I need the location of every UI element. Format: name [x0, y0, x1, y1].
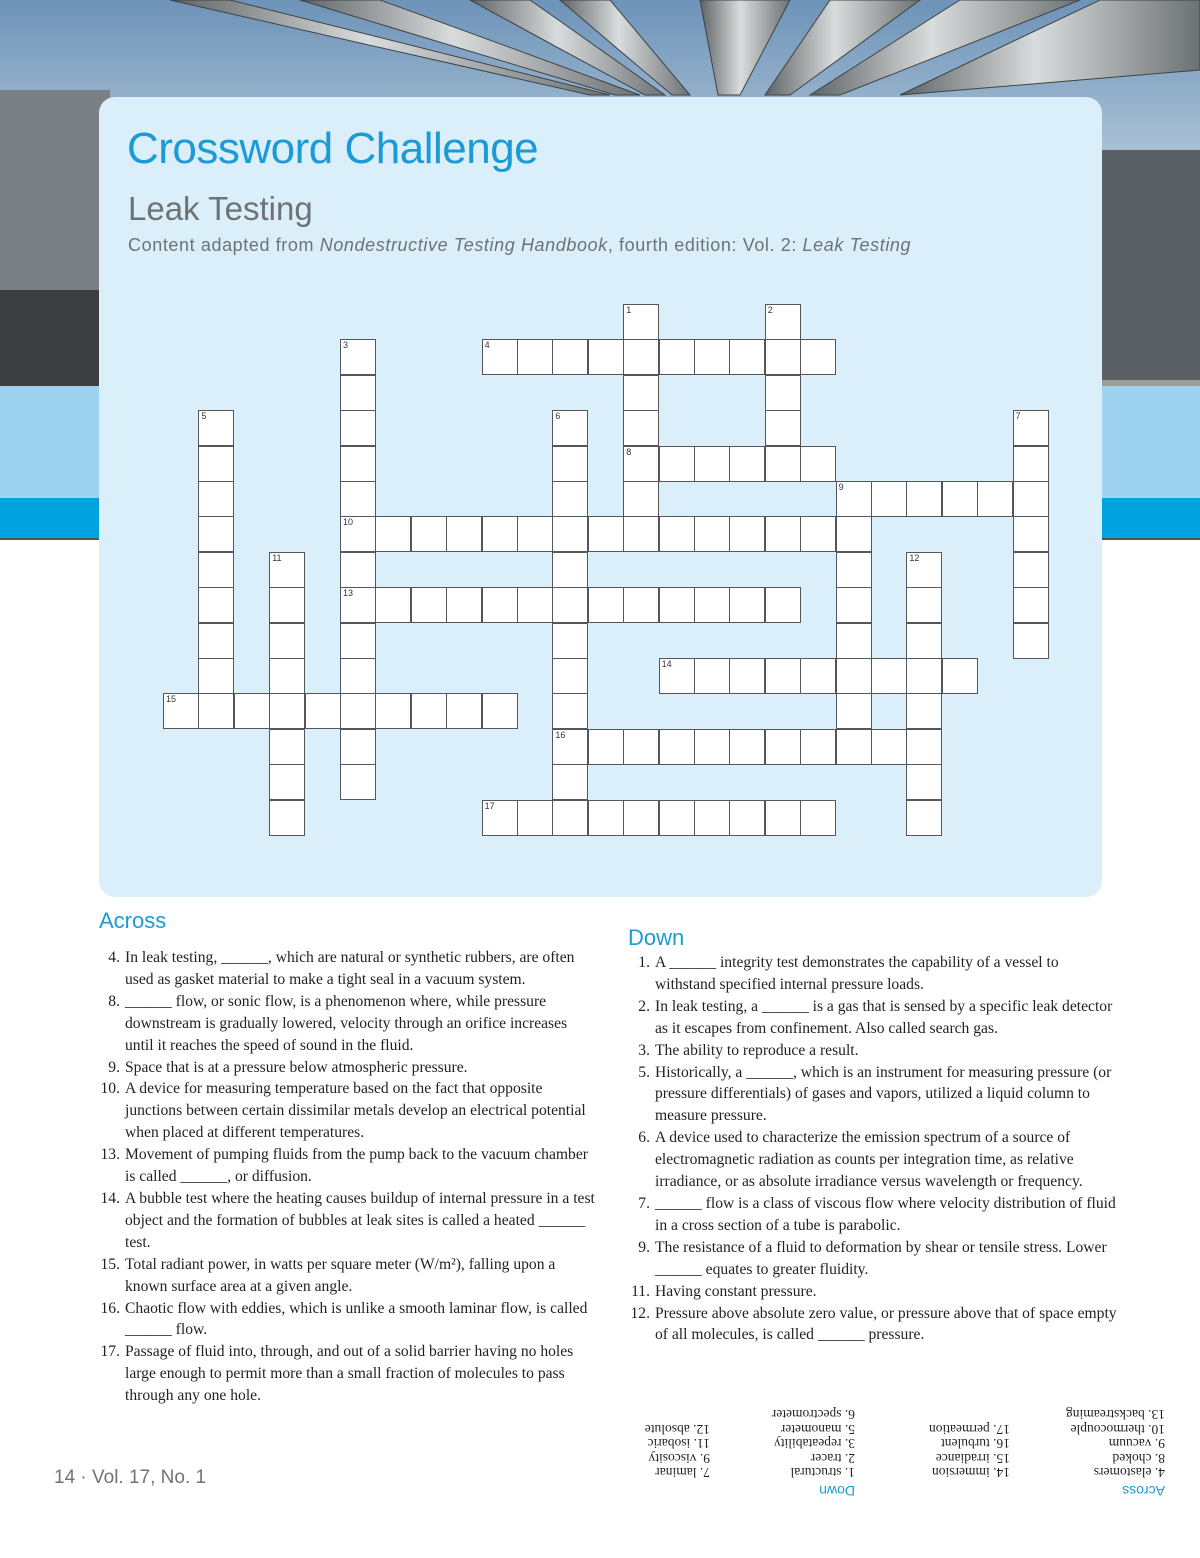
crossword-cell[interactable]	[871, 658, 907, 694]
across-clue: 17. Passage of fluid into, through, and out of a solid barrier having no holes large enough to permit more than a small fraction of molecules to pass through any one hole.	[100, 1343, 574, 1405]
across-clue: 10. A device for measuring temperature based on the fact that opposite junctions between certain dissimilar metals develop an electrical potential when placed at different temperatures.	[100, 1080, 586, 1142]
crossword-cell[interactable]	[836, 587, 872, 623]
crossword-cell[interactable]	[836, 552, 872, 588]
crossword-cell[interactable]	[906, 693, 942, 729]
crossword-cell[interactable]	[340, 587, 376, 623]
crossword-cell[interactable]	[446, 693, 482, 729]
crossword-cell[interactable]	[906, 481, 942, 517]
crossword-cell[interactable]	[375, 693, 411, 729]
crossword-cell[interactable]	[836, 481, 872, 517]
crossword-cell[interactable]	[340, 446, 376, 482]
crossword-cell[interactable]	[517, 516, 553, 552]
answer-column	[772, 1407, 855, 1498]
answer-item: 4. elastomers	[1093, 1465, 1165, 1481]
down-clue: 3. The ability to reproduce a result.	[638, 1041, 859, 1059]
crossword-cell[interactable]	[729, 339, 765, 375]
crossword-cell[interactable]	[906, 764, 942, 800]
crossword-cell[interactable]	[198, 552, 234, 588]
answer-column	[929, 1422, 1010, 1499]
across-heading: Across	[99, 908, 167, 933]
answer-item: 3. repeatability	[774, 1436, 855, 1452]
page-title: Crossword Challenge	[127, 124, 539, 173]
answers-across-heading: Across	[1122, 1483, 1165, 1499]
answer-item: 2. tracer	[810, 1451, 855, 1466]
clue-number: 7	[1015, 411, 1021, 422]
crossword-cell[interactable]	[906, 587, 942, 623]
crossword-cell[interactable]	[623, 339, 659, 375]
crossword-cell[interactable]	[765, 339, 801, 375]
crossword-cell[interactable]	[694, 658, 730, 694]
source-mid: , fourth edition: Vol. 2:	[607, 235, 803, 255]
clue-number: 2	[767, 305, 773, 315]
crossword-cell[interactable]	[906, 552, 942, 588]
clue-number: 17	[484, 800, 495, 811]
crossword-cell[interactable]	[340, 764, 376, 800]
source-volume: Leak Testing	[802, 235, 912, 255]
crossword-cell[interactable]	[765, 446, 801, 482]
crossword-cell[interactable]	[340, 375, 376, 411]
crossword-cell[interactable]	[659, 800, 695, 836]
crossword-cell[interactable]	[906, 623, 942, 659]
crossword-cell[interactable]	[198, 516, 234, 552]
clue-number: 11	[272, 552, 282, 563]
crossword-cell[interactable]	[623, 446, 659, 482]
crossword-cell[interactable]	[1013, 587, 1049, 623]
answer-item: 15. irradiance	[935, 1451, 1010, 1466]
crossword-cell[interactable]	[765, 587, 801, 623]
crossword-cell[interactable]	[765, 410, 801, 446]
crossword-cell[interactable]	[198, 623, 234, 659]
crossword-cell[interactable]	[552, 446, 588, 482]
crossword-cell[interactable]	[694, 800, 730, 836]
across-clue: 4. In leak testing, ______, which are natural or synthetic rubbers, are often used as gasket material to make a tight seal in a vacuum system.	[108, 949, 575, 988]
crossword-cell[interactable]	[729, 446, 765, 482]
crossword-cell[interactable]	[1013, 623, 1049, 659]
down-clue: 2. In leak testing, a ______ is a gas that is sensed by a specific leak detector as it escapes from confinement. Also called search gas.	[638, 997, 1113, 1037]
clue-number: 4	[484, 340, 490, 351]
crossword-cell[interactable]	[659, 339, 695, 375]
crossword-cell[interactable]	[482, 516, 518, 552]
crossword-cell[interactable]	[482, 587, 518, 623]
crossword-cell[interactable]	[517, 339, 553, 375]
down-heading: Down	[628, 925, 685, 950]
crossword-cell[interactable]	[552, 587, 588, 623]
crossword-cell[interactable]	[269, 587, 305, 623]
crossword-cell[interactable]	[552, 552, 588, 588]
crossword-cell[interactable]	[942, 481, 978, 517]
crossword-cell[interactable]	[729, 800, 765, 836]
crossword-cell[interactable]	[375, 587, 411, 623]
answer-item: 7. laminar	[655, 1465, 710, 1481]
crossword-cell[interactable]	[375, 516, 411, 552]
answer-item: 8. choked	[1112, 1451, 1165, 1466]
crossword-cell[interactable]	[1013, 410, 1049, 446]
clue-number: 5	[201, 411, 207, 422]
crossword-cell[interactable]	[765, 375, 801, 411]
crossword-cell[interactable]	[340, 410, 376, 446]
crossword-cell[interactable]	[942, 658, 978, 694]
clue-number: 16	[555, 729, 566, 740]
crossword-cell[interactable]	[340, 729, 376, 765]
crossword-cell[interactable]	[198, 587, 234, 623]
crossword-cell[interactable]	[269, 552, 305, 588]
clue-number: 3	[343, 340, 349, 351]
crossword-cell[interactable]	[836, 623, 872, 659]
crossword-cell[interactable]	[800, 658, 836, 694]
answer-item: 12. absolute	[644, 1422, 710, 1437]
clue-number: 15	[166, 694, 177, 705]
crossword-cell[interactable]	[906, 658, 942, 694]
crossword-cell[interactable]	[659, 587, 695, 623]
crossword-cell[interactable]	[906, 729, 942, 765]
clue-number: 13	[343, 588, 354, 599]
crossword-cell[interactable]	[198, 481, 234, 517]
crossword-cell[interactable]	[729, 729, 765, 765]
crossword-cell[interactable]	[588, 339, 624, 375]
crossword-cell[interactable]	[340, 623, 376, 659]
crossword-cell[interactable]	[1013, 481, 1049, 517]
crossword-cell[interactable]	[623, 304, 659, 340]
crossword-cell[interactable]	[552, 800, 588, 836]
crossword-cell[interactable]	[517, 800, 553, 836]
crossword-cell[interactable]	[588, 587, 624, 623]
crossword-cell[interactable]	[482, 800, 518, 836]
answer-column	[1066, 1407, 1165, 1498]
crossword-cell[interactable]	[340, 693, 376, 729]
crossword-cell[interactable]	[446, 516, 482, 552]
page-folio: 14 · Vol. 17, No. 1	[54, 1467, 207, 1488]
page-subtitle: Leak Testing	[128, 190, 313, 227]
crossword-cell[interactable]	[800, 800, 836, 836]
crossword-cell[interactable]	[977, 481, 1013, 517]
crossword-cell[interactable]	[163, 693, 199, 729]
source-book: Nondestructive Testing Handbook	[319, 235, 608, 255]
crossword-cell[interactable]	[552, 729, 588, 765]
crossword-cell[interactable]	[659, 658, 695, 694]
crossword-cell[interactable]	[411, 693, 447, 729]
crossword-cell[interactable]	[694, 729, 730, 765]
crossword-cell[interactable]	[1013, 446, 1049, 482]
clue-number: 14	[661, 659, 672, 669]
across-clue: 16. Chaotic flow with eddies, which is unlike a smooth laminar flow, is called ______ flow.	[100, 1299, 588, 1339]
crossword-cell[interactable]	[482, 693, 518, 729]
across-clue: 9. Space that is at a pressure below atmospheric pressure.	[108, 1058, 468, 1076]
crossword-cell[interactable]	[659, 516, 695, 552]
clue-number: 10	[343, 517, 354, 528]
across-clue: 8. ______ flow, or sonic flow, is a phenomenon where, while pressure downstream is gradually lowered, velocity through an orifice increases until it reaches the speed of sound in the fluid.	[108, 992, 568, 1054]
down-clue: 5. Historically, a ______, which is an instrument for measuring pressure (or pressure differentials) of gases and vapors, utilized a liquid column to measure pressure.	[638, 1063, 1112, 1125]
crossword-cell[interactable]	[552, 481, 588, 517]
crossword-cell[interactable]	[765, 304, 801, 340]
crossword-cell[interactable]	[305, 693, 341, 729]
across-clue: 13. Movement of pumping fluids from the pump back to the vacuum chamber is called ______, or diffusion.	[100, 1146, 588, 1186]
down-clue: 11. Having constant pressure.	[631, 1282, 817, 1300]
crossword-cell[interactable]	[552, 693, 588, 729]
crossword-cell[interactable]	[552, 339, 588, 375]
crossword-cell[interactable]	[269, 729, 305, 765]
clue-number: 9	[838, 482, 844, 492]
crossword-cell[interactable]	[623, 410, 659, 446]
crossword-cell[interactable]	[340, 552, 376, 588]
crossword-cell[interactable]	[836, 693, 872, 729]
crossword-cell[interactable]	[340, 481, 376, 517]
crossword-cell[interactable]	[198, 693, 234, 729]
crossword-cell[interactable]	[729, 516, 765, 552]
crossword-cell[interactable]	[588, 729, 624, 765]
across-clue: 15. Total radiant power, in watts per square meter (W/m²), falling upon a known surface area at a given angle.	[100, 1255, 556, 1295]
crossword-cell[interactable]	[623, 800, 659, 836]
crossword-cell[interactable]	[765, 658, 801, 694]
crossword-cell[interactable]	[552, 623, 588, 659]
down-clue-list	[626, 952, 1122, 1346]
answer-item: 14. immersion	[932, 1465, 1010, 1481]
crossword-cell[interactable]	[800, 516, 836, 552]
crossword-cell[interactable]	[694, 339, 730, 375]
crossword-cell[interactable]	[198, 410, 234, 446]
answer-item: 5. manometer	[780, 1422, 855, 1437]
answer-item: 1. structural	[790, 1465, 855, 1481]
crossword-cell[interactable]	[446, 587, 482, 623]
clue-number: 1	[626, 305, 632, 315]
crossword-cell[interactable]	[411, 587, 447, 623]
crossword-cell[interactable]	[198, 658, 234, 694]
crossword-cell[interactable]	[1013, 552, 1049, 588]
down-clue: 7. ______ flow is a class of viscous flow where velocity distribution of fluid in a cross section of a tube is parabolic.	[638, 1194, 1116, 1234]
crossword-cell[interactable]	[800, 339, 836, 375]
crossword-cell[interactable]	[482, 339, 518, 375]
crossword-cell[interactable]	[871, 729, 907, 765]
answer-column	[645, 1422, 710, 1499]
crossword-cell[interactable]	[411, 516, 447, 552]
answer-item: 6. spectrometer	[771, 1407, 855, 1423]
answer-item: 10. thermocouple	[1070, 1422, 1165, 1437]
crossword-cell[interactable]	[269, 764, 305, 800]
crossword-cell[interactable]	[623, 516, 659, 552]
crossword-cell[interactable]	[623, 481, 659, 517]
down-clue: 1. A ______ integrity test demonstrates the capability of a vessel to withstand specified internal pressure loads.	[638, 954, 1059, 993]
crossword-cell[interactable]	[800, 729, 836, 765]
crossword-cell[interactable]	[552, 658, 588, 694]
crossword-cell[interactable]	[694, 516, 730, 552]
crossword-cell[interactable]	[765, 800, 801, 836]
crossword-cell[interactable]	[659, 446, 695, 482]
crossword-cell[interactable]	[552, 764, 588, 800]
crossword-cell[interactable]	[765, 729, 801, 765]
crossword-cell[interactable]	[269, 800, 305, 836]
crossword-cell[interactable]	[340, 516, 376, 552]
down-clue: 9. The resistance of a fluid to deformation by shear or tensile stress. Lower ______ equates to greater fluidity.	[638, 1238, 1107, 1278]
answer-item: 17. permeation	[929, 1422, 1010, 1437]
crossword-cell[interactable]	[588, 516, 624, 552]
crossword-cell[interactable]	[800, 446, 836, 482]
answer-item: 9. vacuum	[1108, 1436, 1165, 1452]
crossword-cell[interactable]	[836, 516, 872, 552]
crossword-cell[interactable]	[729, 658, 765, 694]
crossword-cell[interactable]	[234, 693, 270, 729]
crossword-cell[interactable]	[871, 481, 907, 517]
crossword-cell[interactable]	[836, 658, 872, 694]
crossword-cell[interactable]	[340, 658, 376, 694]
answer-item: 11. isobaric	[647, 1436, 710, 1452]
answer-item: 9. viscosity	[648, 1451, 710, 1466]
crossword-cell[interactable]	[269, 623, 305, 659]
down-clue: 12. Pressure above absolute zero value, or pressure above that of space empty of all molecules, is called ______ pressure.	[630, 1304, 1117, 1344]
clue-number: 8	[626, 446, 632, 457]
crossword-cell[interactable]	[694, 446, 730, 482]
source-prefix: Content adapted from	[128, 235, 320, 255]
crossword-cell[interactable]	[588, 800, 624, 836]
crossword-cell[interactable]	[269, 658, 305, 694]
answer-key-upside-down	[615, 1402, 1165, 1498]
crossword-cell[interactable]	[906, 800, 942, 836]
crossword-cell[interactable]	[659, 729, 695, 765]
answer-item: 16. turbulent	[941, 1436, 1010, 1452]
crossword-cell[interactable]	[729, 587, 765, 623]
answer-item: 13. backstreaming	[1066, 1407, 1165, 1423]
across-clue: 14. A bubble test where the heating causes buildup of internal pressure in a test object and the formation of bubbles at leak sites is called a heated ______ test.	[100, 1189, 595, 1251]
crossword-cell[interactable]	[552, 516, 588, 552]
crossword-cell[interactable]	[836, 729, 872, 765]
crossword-cell[interactable]	[765, 516, 801, 552]
crossword-cell[interactable]	[623, 375, 659, 411]
crossword-cell[interactable]	[198, 446, 234, 482]
answers-down-heading: Down	[819, 1483, 855, 1499]
crossword-cell[interactable]	[623, 587, 659, 623]
clue-number: 6	[555, 411, 561, 422]
crossword-cell[interactable]	[1013, 516, 1049, 552]
crossword-cell[interactable]	[340, 339, 376, 375]
across-clue-list	[96, 947, 596, 1407]
crossword-cell[interactable]	[623, 729, 659, 765]
crossword-cell[interactable]	[694, 587, 730, 623]
clue-number: 12	[909, 552, 920, 563]
down-clue: 6. A device used to characterize the emission spectrum of a source of electromagnetic radiation as counts per integration time, as relative irradiance, or as absolute irradiance versus wavelength or frequency.	[638, 1129, 1083, 1191]
crossword-cell[interactable]	[269, 693, 305, 729]
crossword-cell[interactable]	[552, 410, 588, 446]
crossword-cell[interactable]	[517, 587, 553, 623]
